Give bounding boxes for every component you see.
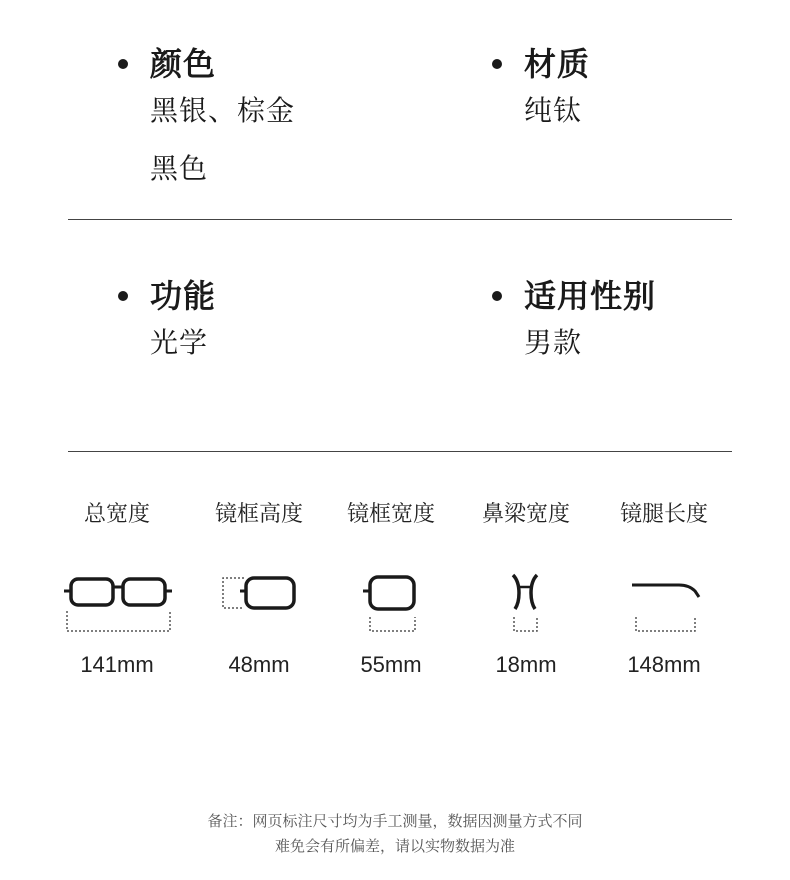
measurement-value: 148mm	[627, 652, 701, 677]
measurement-label: 镜框高度	[214, 502, 303, 527]
spec-title: 材质	[524, 45, 591, 83]
bullet-icon	[118, 291, 128, 301]
divider	[68, 219, 732, 220]
bullet-icon	[118, 59, 128, 69]
measurement-total-width	[42, 495, 192, 695]
note-line: 难免会有所偏差，请以实物数据为准	[274, 837, 515, 855]
frame-width-icon	[316, 565, 466, 645]
temple-length-icon	[589, 565, 739, 645]
spec-title: 适用性别	[524, 277, 657, 315]
measurement-frame-width	[316, 495, 466, 695]
total-width-icon	[42, 565, 192, 645]
measurement-label: 总宽度	[83, 502, 150, 527]
measurement-label: 镜框宽度	[346, 502, 435, 527]
measurement-value: 18mm	[495, 652, 557, 677]
spec-title: 颜色	[150, 45, 217, 83]
measurement-label: 鼻梁宽度	[481, 502, 570, 527]
spec-value-line: 黑银、棕金	[150, 94, 296, 127]
spec-value-line: 黑色	[150, 152, 209, 185]
bullet-icon	[492, 291, 502, 301]
bullet-icon	[492, 59, 502, 69]
divider	[68, 451, 732, 452]
spec-value-line: 光学	[150, 326, 209, 359]
note-line: 备注：网页标注尺寸均为手工测量，数据因测量方式不同	[207, 812, 583, 830]
measurement-frame-height	[184, 495, 334, 695]
measurement-value: 48mm	[228, 652, 290, 677]
frame-height-icon	[184, 565, 334, 645]
measurement-label: 镜腿长度	[619, 502, 708, 527]
measurement-temple-length	[589, 495, 739, 695]
bridge-width-icon	[451, 565, 601, 645]
measurement-bridge-width	[451, 495, 601, 695]
measurement-value: 141mm	[80, 652, 154, 677]
spec-value-line: 纯钛	[524, 94, 583, 127]
spec-title: 功能	[150, 277, 217, 315]
spec-value-line: 男款	[524, 326, 583, 359]
measurement-value: 55mm	[360, 652, 422, 677]
